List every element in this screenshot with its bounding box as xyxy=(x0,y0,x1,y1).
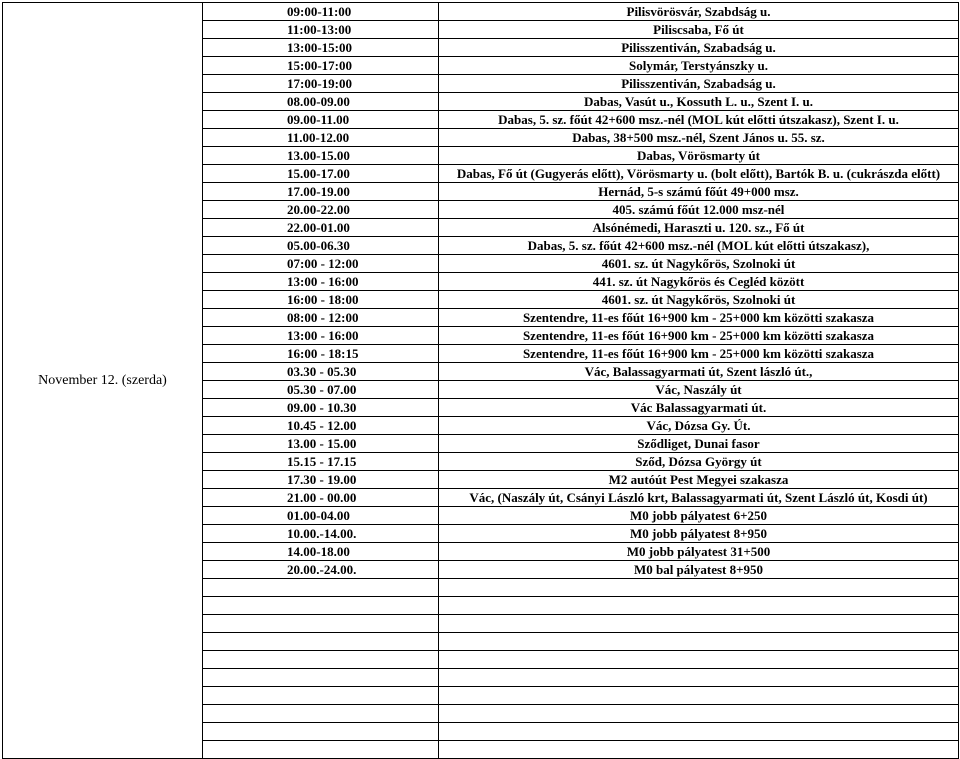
time-cell: 13:00 - 16:00 xyxy=(203,327,439,345)
location-cell: Hernád, 5-s számú főút 49+000 msz. xyxy=(439,183,959,201)
time-cell: 16:00 - 18:15 xyxy=(203,345,439,363)
location-cell: Szentendre, 11-es főút 16+900 km - 25+000 km közötti szakasza xyxy=(439,327,959,345)
time-cell: 10.45 - 12.00 xyxy=(203,417,439,435)
location-cell: Szentendre, 11-es főút 16+900 km - 25+000 km közötti szakasza xyxy=(439,309,959,327)
location-cell xyxy=(439,723,959,741)
time-cell xyxy=(203,669,439,687)
location-cell xyxy=(439,579,959,597)
location-cell: M0 jobb pályatest 6+250 xyxy=(439,507,959,525)
location-cell: Vác, Balassagyarmati út, Szent lászló út., xyxy=(439,363,959,381)
location-cell: 441. sz. út Nagykőrös és Cegléd között xyxy=(439,273,959,291)
time-cell: 01.00-04.00 xyxy=(203,507,439,525)
location-cell: Solymár, Terstyánszky u. xyxy=(439,57,959,75)
location-cell xyxy=(439,687,959,705)
time-cell: 21.00 - 00.00 xyxy=(203,489,439,507)
location-cell: Sződ, Dózsa György út xyxy=(439,453,959,471)
location-cell xyxy=(439,597,959,615)
location-cell: Piliscsaba, Fő út xyxy=(439,21,959,39)
time-cell: 22.00-01.00 xyxy=(203,219,439,237)
location-cell: Pilisvörösvár, Szabdság u. xyxy=(439,3,959,21)
location-cell xyxy=(439,633,959,651)
time-cell: 13:00-15:00 xyxy=(203,39,439,57)
time-cell: 14.00-18.00 xyxy=(203,543,439,561)
time-cell: 05.30 - 07.00 xyxy=(203,381,439,399)
location-cell: Dabas, Vasút u., Kossuth L. u., Szent I. u. xyxy=(439,93,959,111)
location-cell: Vác, (Naszály út, Csányi László krt, Balassagyarmati út, Szent László út, Kosdi út) xyxy=(439,489,959,507)
time-cell: 15.15 - 17.15 xyxy=(203,453,439,471)
location-cell: M0 jobb pályatest 31+500 xyxy=(439,543,959,561)
location-cell: Vác Balassagyarmati út. xyxy=(439,399,959,417)
time-cell: 17.30 - 19.00 xyxy=(203,471,439,489)
time-cell: 20.00-22.00 xyxy=(203,201,439,219)
location-cell xyxy=(439,651,959,669)
time-cell: 15:00-17:00 xyxy=(203,57,439,75)
location-cell: Dabas, Vörösmarty út xyxy=(439,147,959,165)
time-cell: 13:00 - 16:00 xyxy=(203,273,439,291)
time-cell: 07:00 - 12:00 xyxy=(203,255,439,273)
location-cell xyxy=(439,669,959,687)
location-cell: 4601. sz. út Nagykőrös, Szolnoki út xyxy=(439,255,959,273)
time-cell: 17:00-19:00 xyxy=(203,75,439,93)
time-cell: 08.00-09.00 xyxy=(203,93,439,111)
location-cell xyxy=(439,615,959,633)
location-cell: Dabas, 5. sz. főút 42+600 msz.-nél (MOL kút előtti útszakasz), xyxy=(439,237,959,255)
table-row xyxy=(3,3,959,21)
date-cell: November 12. (szerda) xyxy=(3,3,203,759)
time-cell: 08:00 - 12:00 xyxy=(203,309,439,327)
location-cell: 405. számú főút 12.000 msz-nél xyxy=(439,201,959,219)
location-cell: M0 bal pályatest 8+950 xyxy=(439,561,959,579)
time-cell xyxy=(203,741,439,759)
location-cell: Vác, Dózsa Gy. Út. xyxy=(439,417,959,435)
location-cell: Pilisszentiván, Szabadság u. xyxy=(439,39,959,57)
time-cell: 11:00-13:00 xyxy=(203,21,439,39)
time-cell: 15.00-17.00 xyxy=(203,165,439,183)
time-cell: 10.00.-14.00. xyxy=(203,525,439,543)
time-cell xyxy=(203,615,439,633)
time-cell: 20.00.-24.00. xyxy=(203,561,439,579)
location-cell xyxy=(439,705,959,723)
time-cell xyxy=(203,651,439,669)
time-cell: 17.00-19.00 xyxy=(203,183,439,201)
schedule-table xyxy=(2,2,959,759)
time-cell xyxy=(203,597,439,615)
time-cell: 09.00-11.00 xyxy=(203,111,439,129)
location-cell: Pilisszentiván, Szabadság u. xyxy=(439,75,959,93)
location-cell: Alsónémedi, Haraszti u. 120. sz., Fő út xyxy=(439,219,959,237)
time-cell xyxy=(203,687,439,705)
time-cell: 09:00-11:00 xyxy=(203,3,439,21)
time-cell xyxy=(203,723,439,741)
location-cell: Dabas, 5. sz. főút 42+600 msz.-nél (MOL kút előtti útszakasz), Szent I. u. xyxy=(439,111,959,129)
time-cell: 13.00-15.00 xyxy=(203,147,439,165)
time-cell xyxy=(203,705,439,723)
location-cell: Sződliget, Dunai fasor xyxy=(439,435,959,453)
time-cell: 16:00 - 18:00 xyxy=(203,291,439,309)
time-cell: 03.30 - 05.30 xyxy=(203,363,439,381)
time-cell xyxy=(203,633,439,651)
location-cell xyxy=(439,741,959,759)
location-cell: Dabas, Fő út (Gugyerás előtt), Vörösmarty u. (bolt előtt), Bartók B. u. (cukrászda előtt) xyxy=(439,165,959,183)
time-cell: 11.00-12.00 xyxy=(203,129,439,147)
location-cell: 4601. sz. út Nagykőrös, Szolnoki út xyxy=(439,291,959,309)
time-cell: 13.00 - 15.00 xyxy=(203,435,439,453)
time-cell: 05.00-06.30 xyxy=(203,237,439,255)
time-cell: 09.00 - 10.30 xyxy=(203,399,439,417)
location-cell: M0 jobb pályatest 8+950 xyxy=(439,525,959,543)
location-cell: Szentendre, 11-es főút 16+900 km - 25+000 km közötti szakasza xyxy=(439,345,959,363)
location-cell: M2 autóút Pest Megyei szakasza xyxy=(439,471,959,489)
schedule-table-body xyxy=(3,3,959,759)
location-cell: Dabas, 38+500 msz.-nél, Szent János u. 55. sz. xyxy=(439,129,959,147)
time-cell xyxy=(203,579,439,597)
location-cell: Vác, Naszály út xyxy=(439,381,959,399)
